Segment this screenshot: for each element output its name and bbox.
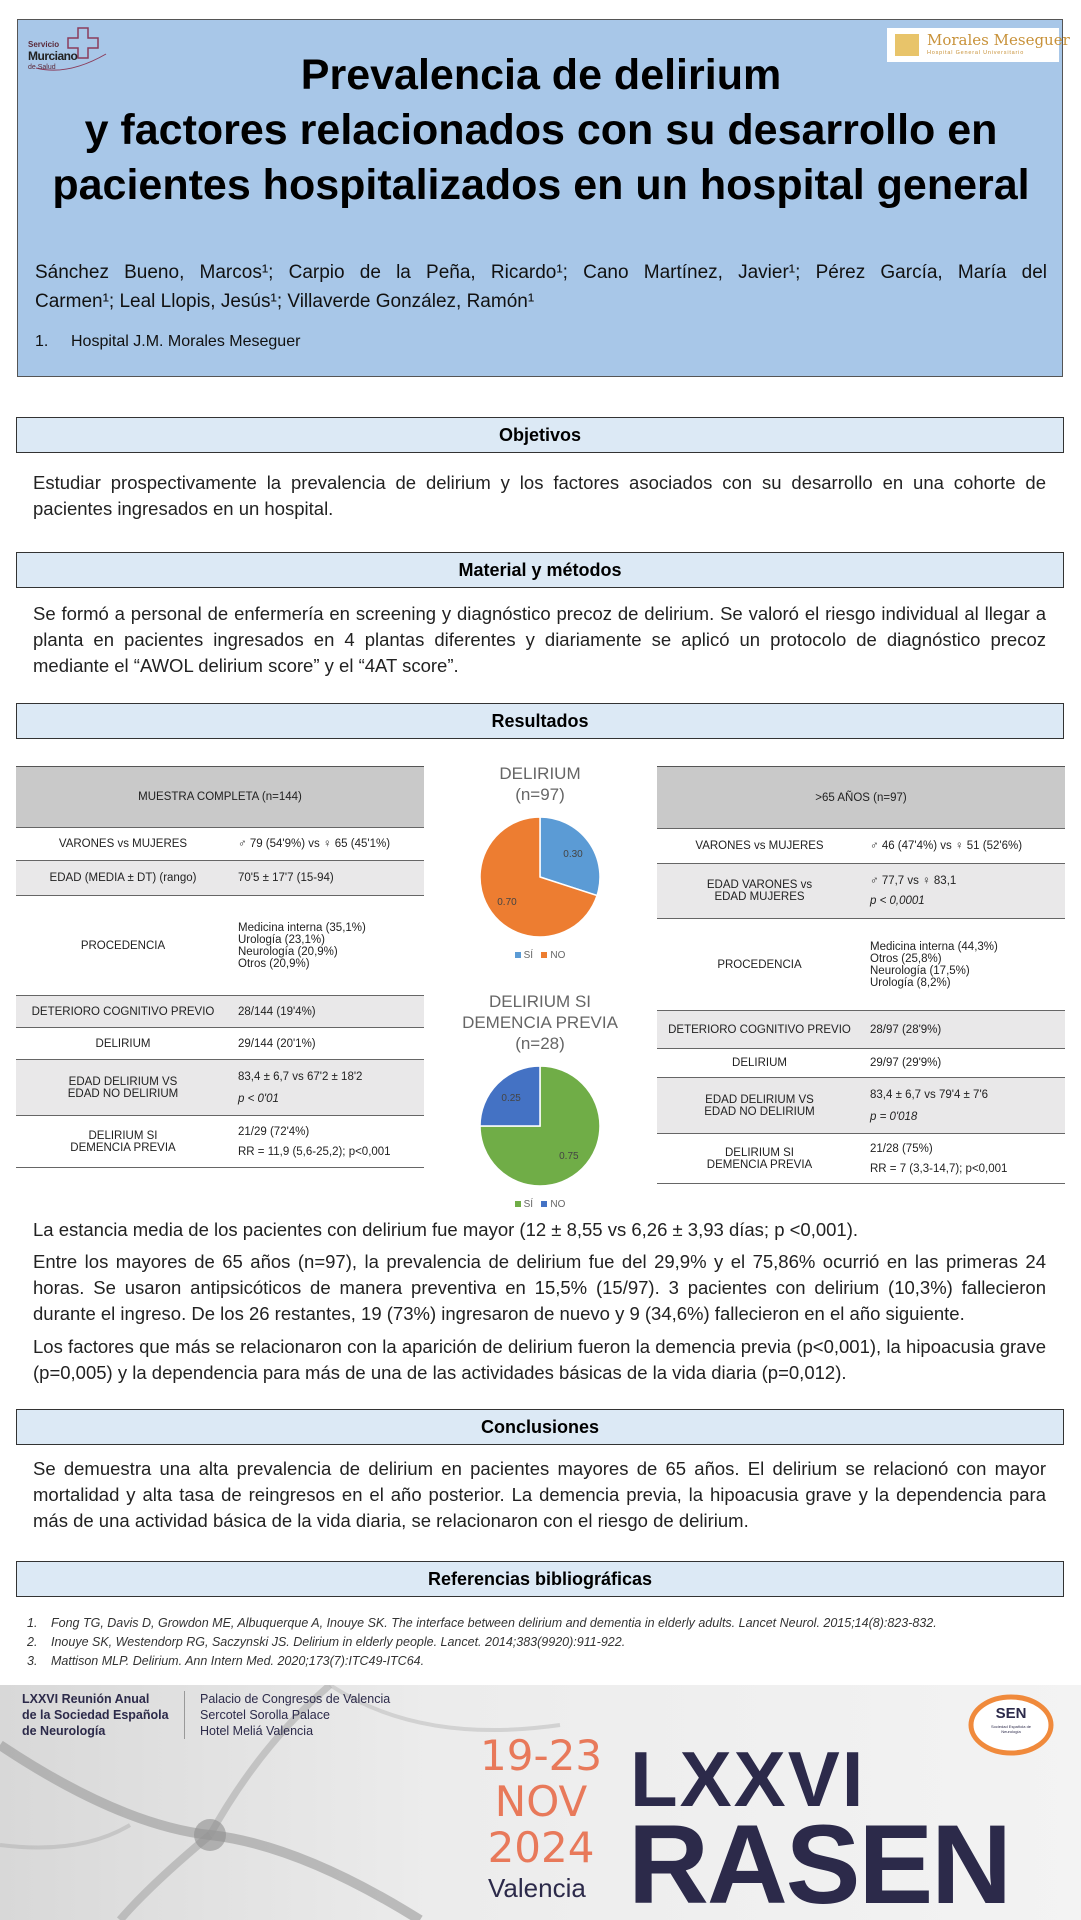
section-objetivos-title: Objetivos xyxy=(16,417,1064,453)
poster-header xyxy=(17,19,1070,377)
objetivos-text: Estudiar prospectivamente la prevalencia de delirium y los factores asociados con su desarrollo en una cohorte de pacientes ingresados en un hospital. xyxy=(33,472,1046,519)
label-line: EDAD VARONES vs xyxy=(706,879,813,891)
label-line: EDAD DELIRIUM VS xyxy=(705,1093,814,1106)
row-label: PROCEDENCIA xyxy=(657,919,862,1011)
row-label xyxy=(16,1060,230,1116)
table-mayores-65 xyxy=(657,766,1065,1184)
legend-swatch-si xyxy=(515,1201,521,1207)
row-label: DETERIORO COGNITIVO PREVIO xyxy=(16,996,230,1028)
pie1-legend xyxy=(436,950,644,961)
row-label: DELIRIUM xyxy=(16,1028,230,1060)
row-value: 28/144 (19'4%) xyxy=(230,996,424,1028)
list-line: Medicina interna (35,1%) xyxy=(238,921,366,934)
pie2-legend xyxy=(436,1199,644,1210)
row-label xyxy=(16,1116,230,1168)
row-label: VARONES vs MUJERES xyxy=(657,829,862,864)
section-resultados-title: Resultados xyxy=(16,703,1064,739)
reference-item xyxy=(27,1633,1057,1651)
venue-line: Sercotel Sorolla Palace xyxy=(200,1708,330,1722)
rr-value: RR = 7 (3,3-14,7); p<0,001 xyxy=(870,1162,1008,1175)
sen-logo xyxy=(966,1691,1056,1761)
date-line: 19-23 xyxy=(480,1731,603,1780)
table-row xyxy=(657,1049,1065,1078)
row-value: 29/97 (29'9%) xyxy=(862,1049,1065,1078)
table-row xyxy=(16,996,424,1028)
venue-line: Palacio de Congresos de Valencia xyxy=(200,1692,391,1706)
list-line: Urología (23,1%) xyxy=(238,933,325,946)
label-line: DEMENCIA PREVIA xyxy=(706,1158,813,1171)
pie-chart-delirium-demencia xyxy=(436,991,644,1210)
row-label xyxy=(657,1134,862,1184)
pie2-data-label-si: 0.75 xyxy=(559,1150,579,1162)
meeting-name xyxy=(22,1691,169,1739)
material-text: Se formó a personal de enfermería en screening y diagnóstico precoz de delirium. Se valoró el riesgo individual al llegar a planta en pacientes ingresados en 4 plantas diferentes y diariamente se aplicó un protocolo de diagnóstico precoz mediante el “AWOL delirium score” y el “4AT score”. xyxy=(33,603,1046,676)
value-line: 21/28 (75%) xyxy=(870,1142,933,1155)
row-label xyxy=(657,1078,862,1134)
date-line: NOV xyxy=(494,1777,588,1826)
poster-title xyxy=(18,48,1064,213)
table-row xyxy=(16,828,424,861)
pie2-svg xyxy=(436,1054,644,1194)
resultados-paragraph-3: Los factores que más se relacionaron con la aparición de delirium fueron la demencia previa (p<0,001), la hipoacusia grave (p=0,005) y la dependencia para más de una de las actividades básicas de la vida diaria (p=0,012). xyxy=(33,1336,1046,1383)
reference-text: Mattison MLP. Delirium. Ann Intern Med. 2020;173(7):ITC49-ITC64. xyxy=(51,1654,425,1668)
table-row xyxy=(657,1011,1065,1049)
affiliation-number: 1. xyxy=(35,333,49,350)
authors xyxy=(35,258,1047,316)
legend-label-si: SÍ xyxy=(523,950,534,961)
meeting-line: LXXVI Reunión Anual xyxy=(22,1692,150,1706)
date-line: 2024 xyxy=(487,1823,595,1872)
section-conclusiones-title: Conclusiones xyxy=(16,1409,1064,1445)
title-line-2: y factores relacionados con su desarrollo en xyxy=(84,106,998,154)
table-muestra-completa xyxy=(16,766,424,1168)
table-row xyxy=(16,1060,424,1116)
hospital-logo-subtitle: Hospital General Universitario xyxy=(927,50,1025,56)
row-value-list xyxy=(862,919,1065,1011)
p-value: p < 0,0001 xyxy=(870,895,925,907)
authors-line-2: Carmen¹; Leal Llopis, Jesús¹; Villaverde González, Ramón¹ xyxy=(35,291,535,312)
title-line-3: pacientes hospitalizados en un hospital general xyxy=(52,161,1030,209)
conclusiones-text: Se demuestra una alta prevalencia de delirium en pacientes mayores de 65 años. El delirium se relacionó con mayor mortalidad y alta tasa de reingresos en el año posterior. La demencia previa, la hipoacusia grave y la dependencia para más de una actividad básica de la vida diaria, se relacionaron con el riesgo de delirium. xyxy=(33,1458,1046,1531)
pie1-title xyxy=(436,763,644,805)
label-line: EDAD DELIRIUM VS xyxy=(68,1075,178,1088)
resultados-paragraph-1: La estancia media de los pacientes con delirium fue mayor (12 ± 8,55 vs 6,26 ± 3,93 días; p <0,001). xyxy=(33,1219,859,1240)
row-value xyxy=(862,1134,1065,1184)
legend-swatch-no xyxy=(541,1201,547,1207)
brand-rasen: RASEN xyxy=(628,1802,1011,1920)
table-row xyxy=(657,864,1065,919)
label-line: DELIRIUM SI xyxy=(724,1146,794,1159)
p-value: p = 0'018 xyxy=(870,1110,918,1123)
venue-line: Hotel Meliá Valencia xyxy=(200,1724,314,1738)
row-label xyxy=(657,864,862,919)
row-value: ♂ 79 (54'9%) vs ♀ 65 (45'1%) xyxy=(230,828,424,861)
affiliation-text: Hospital J.M. Morales Meseguer xyxy=(71,333,301,350)
meeting-dates xyxy=(480,1733,602,1871)
row-value: 28/97 (28'9%) xyxy=(862,1011,1065,1049)
brand-lxxvi: LXXVI xyxy=(630,1735,866,1823)
row-value xyxy=(862,1078,1065,1134)
title-line-1: Prevalencia de delirium xyxy=(300,51,782,99)
legend-swatch-si xyxy=(515,952,521,958)
reference-number: 1. xyxy=(27,1616,38,1630)
pie-chart-delirium xyxy=(436,763,644,961)
row-value: 70'5 ± 17'7 (15-94) xyxy=(230,861,424,896)
row-label: EDAD (MEDIA ± DT) (rango) xyxy=(16,861,230,896)
pie2-title xyxy=(436,991,644,1054)
hospital-logo-name: Morales Meseguer xyxy=(927,31,1070,49)
label-line: EDAD NO DELIRIUM xyxy=(67,1087,179,1100)
table-row xyxy=(657,1078,1065,1134)
table-row xyxy=(657,1134,1065,1184)
value-line: 21/29 (72'4%) xyxy=(238,1125,310,1138)
meeting-line: de Neurología xyxy=(22,1724,106,1738)
reference-text: Fong TG, Davis D, Growdon ME, Albuquerque A, Inouye SK. The interface between delirium and dementia in elderly adults. Lancet Neurol. 2015;14(8):823-832. xyxy=(51,1616,937,1630)
sms-logo-line3: de Salud xyxy=(28,64,56,71)
congress-footer-banner xyxy=(0,1685,1081,1920)
meeting-line: de la Sociedad Española xyxy=(22,1708,169,1722)
row-label: VARONES vs MUJERES xyxy=(16,828,230,861)
table-left-header: MUESTRA COMPLETA (n=144) xyxy=(16,767,424,828)
table-right-header: >65 AÑOS (n=97) xyxy=(657,767,1065,829)
affiliation xyxy=(35,333,635,351)
table-row xyxy=(657,829,1065,864)
reference-number: 3. xyxy=(27,1654,38,1668)
table-row xyxy=(657,919,1065,1011)
table-row xyxy=(16,861,424,896)
row-value-list xyxy=(230,896,424,996)
label-line: EDAD NO DELIRIUM xyxy=(704,1105,815,1118)
reference-text: Inouye SK, Westendorp RG, Saczynski JS. Delirium in elderly people. Lancet. 2014;383(9920):911-922. xyxy=(51,1635,626,1649)
legend-label-no: NO xyxy=(550,950,566,961)
row-label: DETERIORO COGNITIVO PREVIO xyxy=(657,1011,862,1049)
list-line: Medicina interna (44,3%) xyxy=(870,940,998,953)
meeting-city: Valencia xyxy=(488,1873,586,1903)
pie1-svg xyxy=(436,805,644,945)
row-value: ♂ 46 (47'4%) vs ♀ 51 (52'6%) xyxy=(862,829,1065,864)
pie1-data-label-no: 0.70 xyxy=(497,896,517,908)
label-line: DELIRIUM SI xyxy=(88,1129,158,1142)
pie2-title-line-2: DEMENCIA PREVIA (n=28) xyxy=(462,1013,618,1053)
sms-logo-line1: Servicio xyxy=(28,40,60,49)
pie1-data-label-si: 0.30 xyxy=(563,849,583,861)
pie1-title-line-1: DELIRIUM xyxy=(499,764,581,783)
list-line: Neurología (20,9%) xyxy=(238,945,338,958)
row-label: DELIRIUM xyxy=(657,1049,862,1078)
reference-item xyxy=(27,1614,1057,1632)
label-line: DEMENCIA PREVIA xyxy=(70,1141,176,1154)
row-value xyxy=(230,1060,424,1116)
sen-logo-subtitle: Sociedad Española de Neurología xyxy=(990,1724,1032,1734)
pie2-data-label-no: 0.25 xyxy=(501,1093,521,1105)
sen-logo-text: SEN xyxy=(995,1705,1027,1722)
row-value xyxy=(230,1116,424,1168)
list-line: Urología (8,2%) xyxy=(870,976,951,989)
table-row xyxy=(16,1116,424,1168)
resultados-paragraph-2: Entre los mayores de 65 años (n=97), la prevalencia de delirium fue del 29,9% y el 75,86% ocurrió en las primeras 24 horas. Se usaron antipsicóticos de manera preventiva en 15,5% (15/97). 3 pacientes con delirium (10,3%) fallecieron durante el ingreso. De los 26 restantes, 19 (73%) ingresaron de nuevo y 9 (34,6%) fallecieron en el año siguiente. xyxy=(33,1251,1046,1324)
meeting-venues xyxy=(184,1691,390,1739)
pie2-title-line-1: DELIRIUM SI xyxy=(488,992,592,1011)
list-line: Otros (20,9%) xyxy=(238,957,310,970)
rr-value: RR = 11,9 (5,6-25,2); p<0,001 xyxy=(238,1145,391,1158)
row-value xyxy=(862,864,1065,919)
table-row xyxy=(16,1028,424,1060)
p-value: p < 0'01 xyxy=(238,1092,279,1105)
section-referencias-title: Referencias bibliográficas xyxy=(16,1561,1064,1597)
sms-logo-line2: Murciano xyxy=(28,49,78,63)
legend-label-no: NO xyxy=(550,1199,566,1210)
row-value: 29/144 (20'1%) xyxy=(230,1028,424,1060)
section-material-title: Material y métodos xyxy=(16,552,1064,588)
value-line: 83,4 ± 6,7 vs 67'2 ± 18'2 xyxy=(238,1070,363,1083)
legend-label-si: SÍ xyxy=(523,1199,534,1210)
pie1-title-line-2: (n=97) xyxy=(515,785,565,804)
authors-line-1: Sánchez Bueno, Marcos¹; Carpio de la Peña, Ricardo¹; Cano Martínez, Javier¹; Pérez García, María del xyxy=(35,262,1047,283)
list-line: Neurología (17,5%) xyxy=(870,964,970,977)
value-line: ♂ 77,7 vs ♀ 83,1 xyxy=(870,875,957,887)
list-line: Otros (25,8%) xyxy=(870,952,942,965)
label-line: EDAD MUJERES xyxy=(714,891,805,903)
legend-swatch-no xyxy=(541,952,547,958)
reference-item xyxy=(27,1652,1057,1670)
table-row xyxy=(16,896,424,996)
value-line: 83,4 ± 6,7 vs 79'4 ± 7'6 xyxy=(870,1088,989,1101)
row-label: PROCEDENCIA xyxy=(16,896,230,996)
reference-number: 2. xyxy=(27,1635,38,1649)
